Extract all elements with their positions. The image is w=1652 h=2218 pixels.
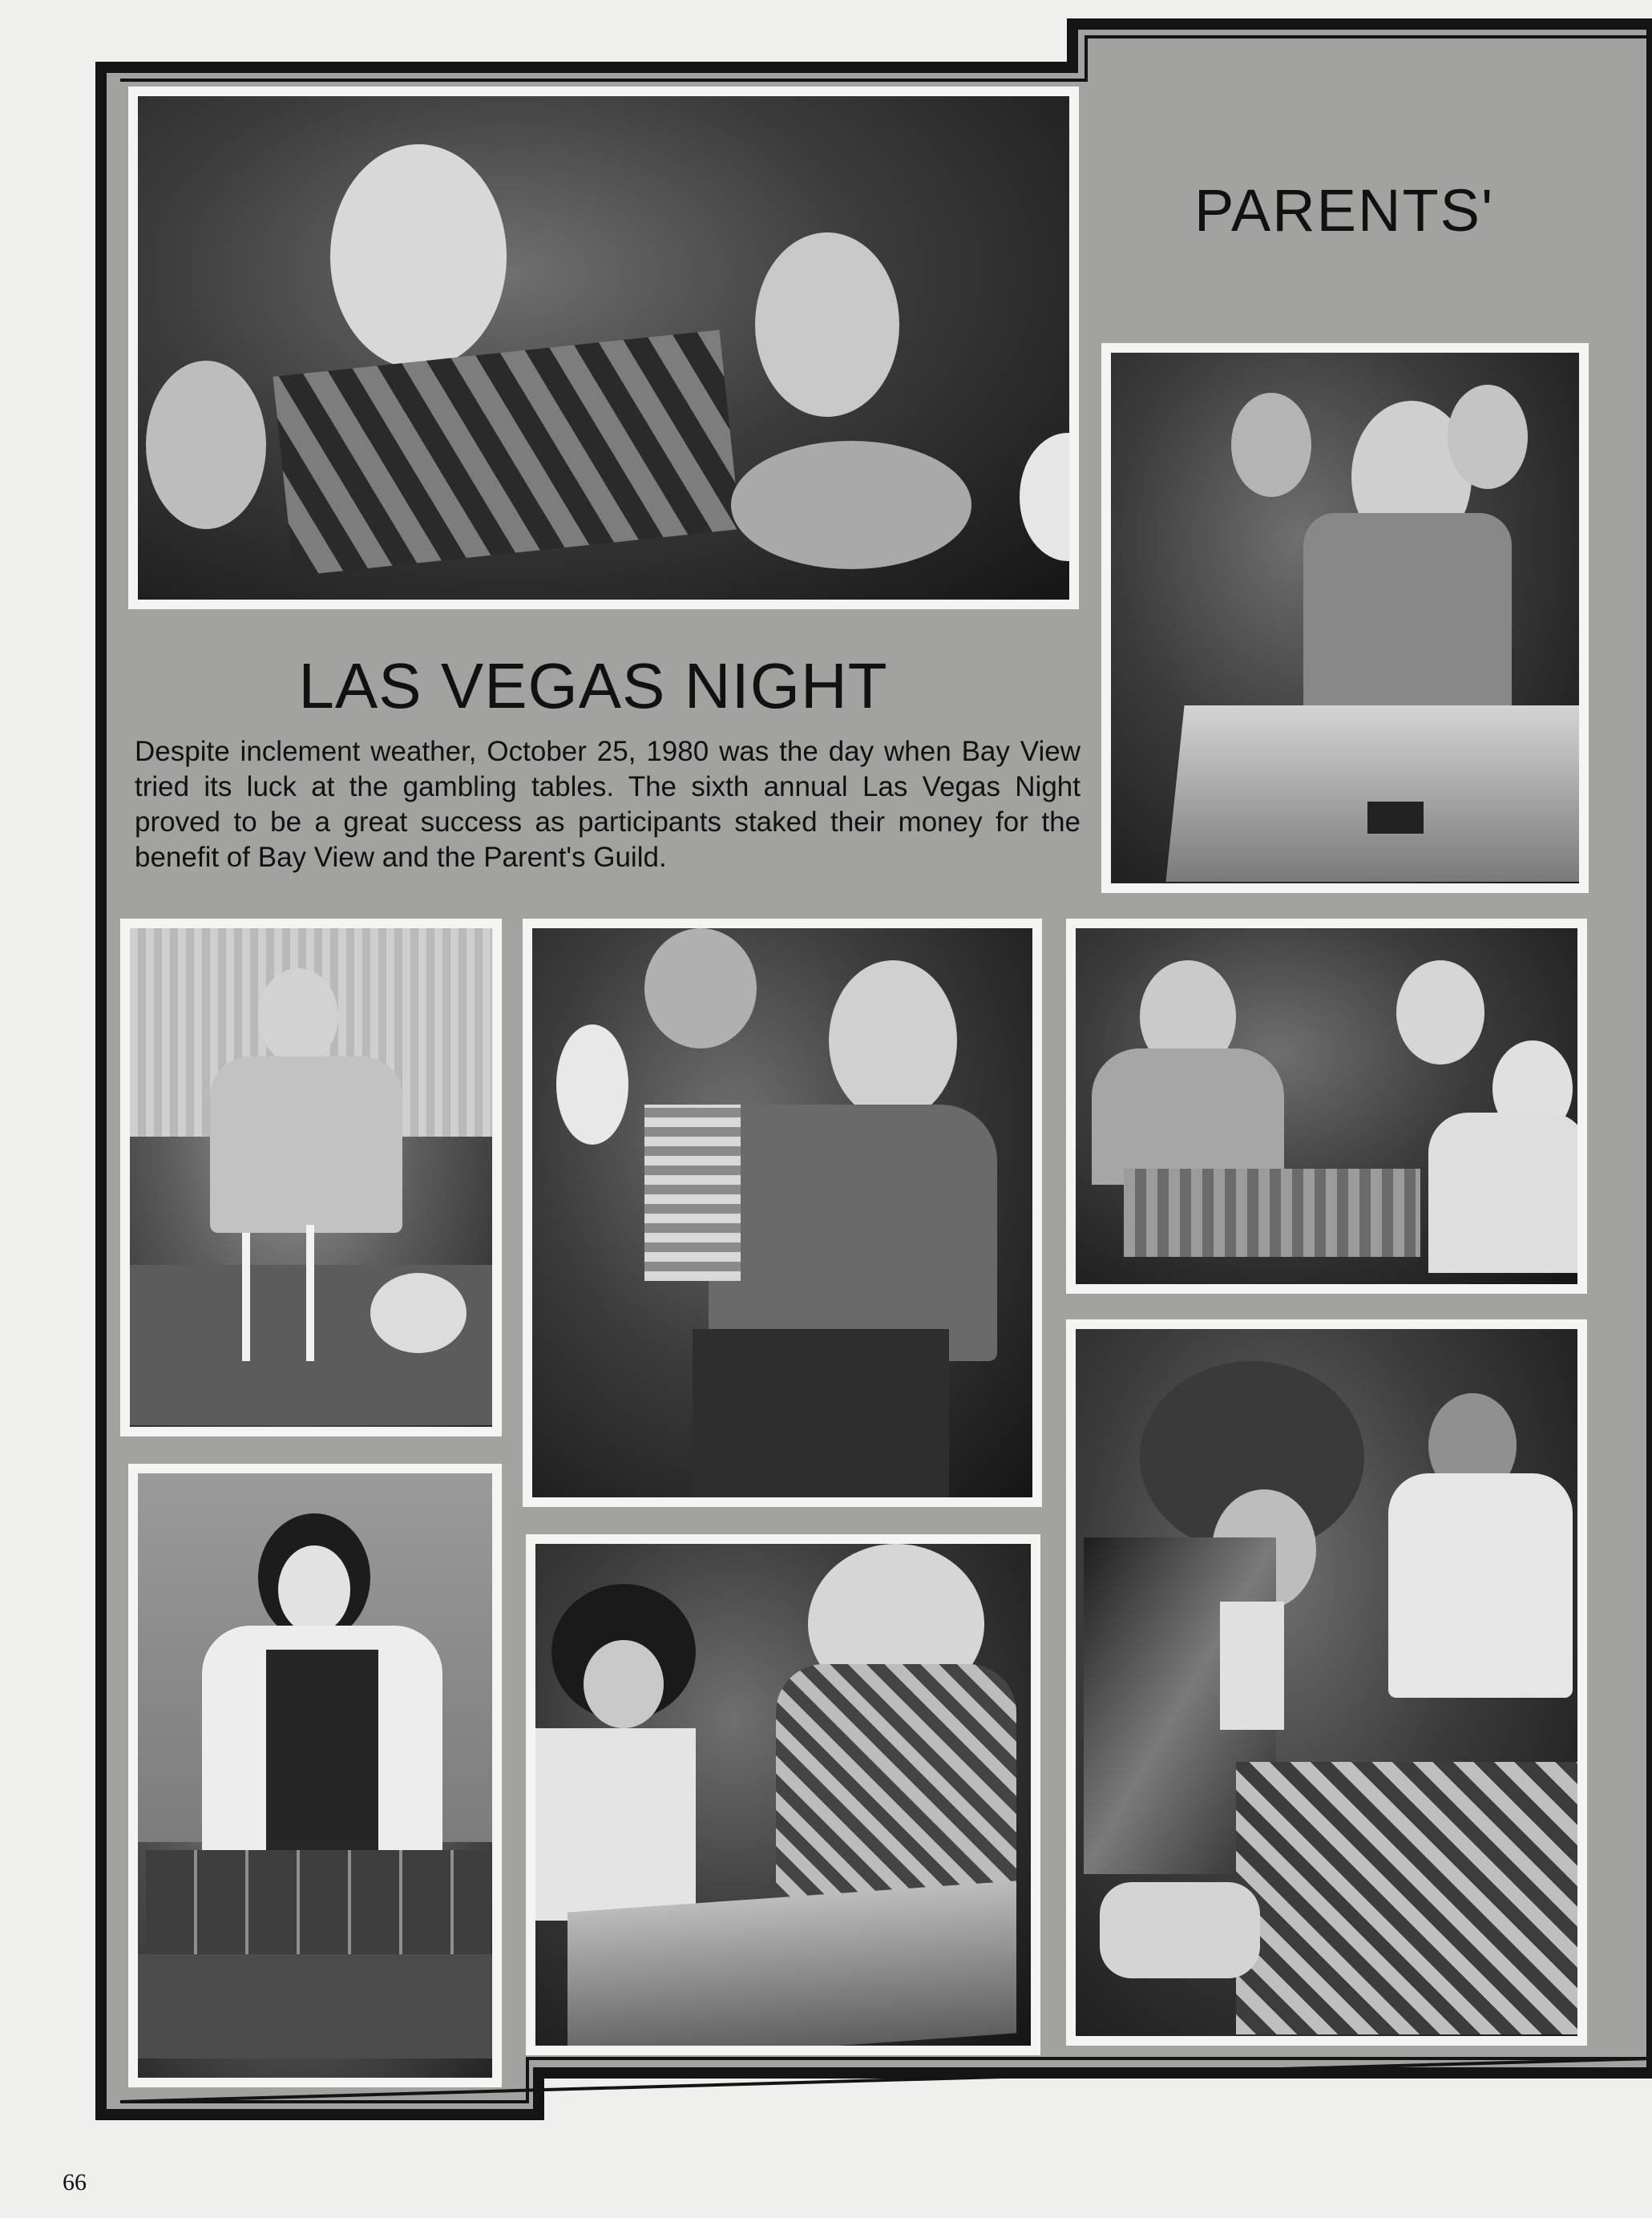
photo-women-at-counter [526, 1534, 1040, 2055]
photo-woman-with-candles [120, 919, 502, 1436]
photo-children-at-booth [1066, 919, 1587, 1294]
photo-women-jewelry-trays [1066, 1319, 1587, 2046]
section-title: PARENTS' [1194, 177, 1495, 244]
photo-boy-throwing [523, 919, 1042, 1507]
photo-nun-at-table [128, 1464, 502, 2087]
photo-kids-reaching [128, 87, 1079, 609]
article-body: Despite inclement weather, October 25, 1980 was the day when Bay View tried its luck at the gambling tables. The sixth annual Las Vegas Night proved to be a great success as participants staked their money for the benefit of Bay View and the Parent's Guild. [135, 736, 1080, 873]
page-number: 66 [63, 2169, 87, 2196]
photo-woman-at-table [1101, 343, 1589, 893]
article-headline: LAS VEGAS NIGHT [298, 650, 888, 721]
